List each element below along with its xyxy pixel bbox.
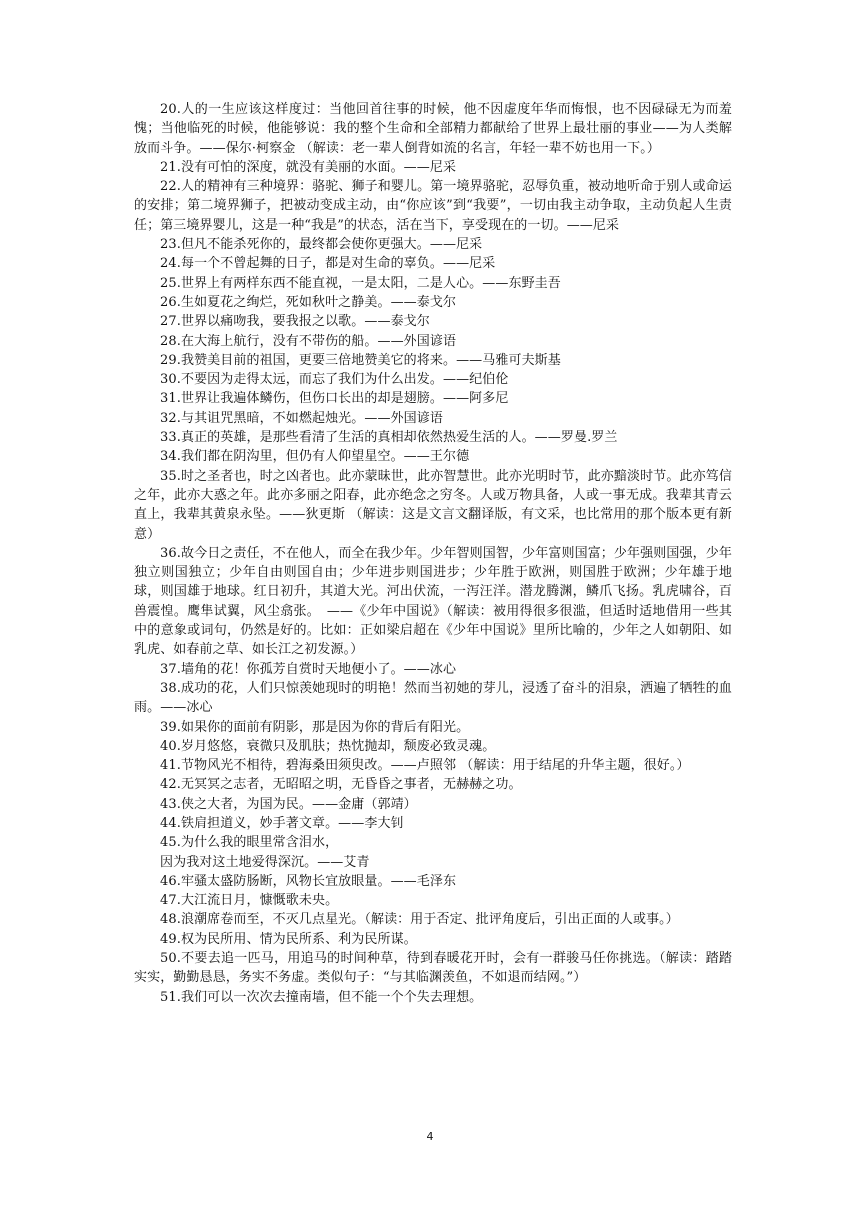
quote-37: 37.墙角的花！你孤芳自赏时天地便小了。——冰心 <box>160 661 457 677</box>
quote-27: 27.世界以痛吻我，要我报之以歌。——泰戈尔 <box>160 314 430 330</box>
quote-25: 25.世界上有两样东西不能直视，一是太阳，二是人心。——东野圭吾 <box>160 275 561 291</box>
quote-48: 48.浪潮席卷而至，不灭几点星光。（解读：用于否定、批评角度后，引出正面的人或事。） <box>160 912 679 928</box>
quote-45-line-1: 45.为什么我的眼里常含泪水， <box>160 835 339 851</box>
quote-26: 26.生如夏花之绚烂，死如秋叶之静美。——泰戈尔 <box>160 294 457 310</box>
quote-45-line-2: 因为我对这土地爱得深沉。——艾青 <box>160 854 370 870</box>
quote-21: 21.没有可怕的深度，就没有美丽的水面。——尼采 <box>160 159 457 175</box>
quote-46: 46.牢骚太盛防肠断，风物长宜放眼量。——毛泽东 <box>160 873 457 889</box>
quote-24: 24.每一个不曾起舞的日子，都是对生命的辜负。——尼采 <box>160 256 496 272</box>
quote-41: 41.节物风光不相待，碧海桑田须臾改。——卢照邻 （解读：用于结尾的升华主题，很好。） <box>160 758 690 774</box>
quote-29: 29.我赞美目前的祖国，更要三倍地赞美它的将来。——马雅可夫斯基 <box>160 352 561 368</box>
quote-23: 23.但凡不能杀死你的，最终都会使你更强大。——尼采 <box>160 237 483 253</box>
quote-40: 40.岁月悠悠，衰微只及肌肤；热忱抛却，颓废必致灵魂。 <box>160 738 496 754</box>
quote-47: 47.大江流日月，慷慨歌未央。 <box>160 893 339 909</box>
quote-38: 38.成功的花，人们只惊羡她现时的明艳！然而当初她的芽儿，浸透了奋斗的泪泉，洒遍了牺牲的血雨。——冰心 <box>134 680 732 716</box>
quote-43: 43.侠之大者，为国为民。——金庸（郭靖） <box>160 796 417 812</box>
quote-30: 30.不要因为走得太远，而忘了我们为什么出发。——纪伯伦 <box>160 372 509 388</box>
quote-51: 51.我们可以一次次去撞南墙，但不能一个个失去理想。 <box>160 989 483 1005</box>
quote-33: 33.真正的英雄，是那些看清了生活的真相却依然热爱生活的人。——罗曼.罗兰 <box>160 430 618 446</box>
quote-50: 50.不要去追一匹马，用追马的时间种草，待到春暖花开时，会有一群骏马任你挑选。（解读：踏踏实实，勤勤恳恳，务实不务虚。类似句子：“与其临渊羡鱼，不如退而结网。”） <box>134 951 732 986</box>
page-number: 4 <box>426 1130 434 1143</box>
quote-28: 28.在大海上航行，没有不带伤的船。——外国谚语 <box>160 333 457 349</box>
quote-44: 44.铁肩担道义，妙手著文章。——李大钊 <box>160 815 404 831</box>
quote-20: 20.人的一生应该这样度过：当他回首往事的时候，他不因虚度年华而悔恨，也不因碌碌无为而羞愧；当他临死的时候，他能够说：我的整个生命和全部精力都献给了世界上最壮丽的事业——为人类解放而斗争。——保尔·柯察金 （解读：老一辈人倒背如流的名言，年轻一辈不妨也用一下。） <box>134 102 732 156</box>
quote-22: 22.人的精神有三种境界：骆驼、狮子和婴儿。第一境界骆驼，忍辱负重，被动地听命于别人或命运的安排；第二境界狮子，把被动变成主动，由“你应该”到“我要”，一切由我主动争取，主动负起人生责任；第三境界婴儿，这是一种“我是”的状态，活在当下，享受现在的一切。——尼采 <box>134 179 732 233</box>
quote-36: 36.故今日之责任，不在他人，而全在我少年。少年智则国智，少年富则国富；少年强则国强，少年独立则国独立；少年自由则国自由；少年进步则国进步；少年胜于欧洲，则国胜于欧洲；少年雄于地球，则国雄于地球。红日初升，其道大光。河出伏流，一泻汪洋。潜龙腾渊，鳞爪飞扬。乳虎啸谷，百兽震惶。鹰隼试翼，风尘翕张。 ——《少年中国说》（解读：被用得很多很滥，但适时适地借用一些其中的意象或词句，仍然是好的。比如：正如梁启超在《少年中国说》里所比喻的，少年之人如朝阳、如乳虎、如春前之草、如长江之初发源。） <box>134 545 732 658</box>
quote-32: 32.与其诅咒黑暗，不如燃起烛光。——外国谚语 <box>160 410 443 426</box>
quote-list <box>134 100 732 1007</box>
quote-35: 35.时之圣者也，时之凶者也。此亦蒙昧世，此亦智慧世。此亦光明时节，此亦黯淡时节。此亦笃信之年，此亦大惑之年。此亦多丽之阳春，此亦绝念之穷冬。人或万物具备，人或一事无成。我辈其青云直上，我辈其黄泉永坠。——狄更斯 （解读：这是文言文翻译版，有文采，也比常用的那个版本更有新意） <box>134 468 732 542</box>
quote-39: 39.如果你的面前有阴影，那是因为你的背后有阳光。 <box>160 719 470 735</box>
quote-49: 49.权为民所用、情为民所系、利为民所谋。 <box>160 931 417 947</box>
quote-31: 31.世界让我遍体鳞伤，但伤口长出的却是翅膀。——阿多尼 <box>160 391 509 407</box>
quote-34: 34.我们都在阴沟里，但仍有人仰望星空。——王尔德 <box>160 449 470 465</box>
quote-42: 42.无冥冥之志者，无昭昭之明，无昏昏之事者，无赫赫之功。 <box>160 777 522 793</box>
